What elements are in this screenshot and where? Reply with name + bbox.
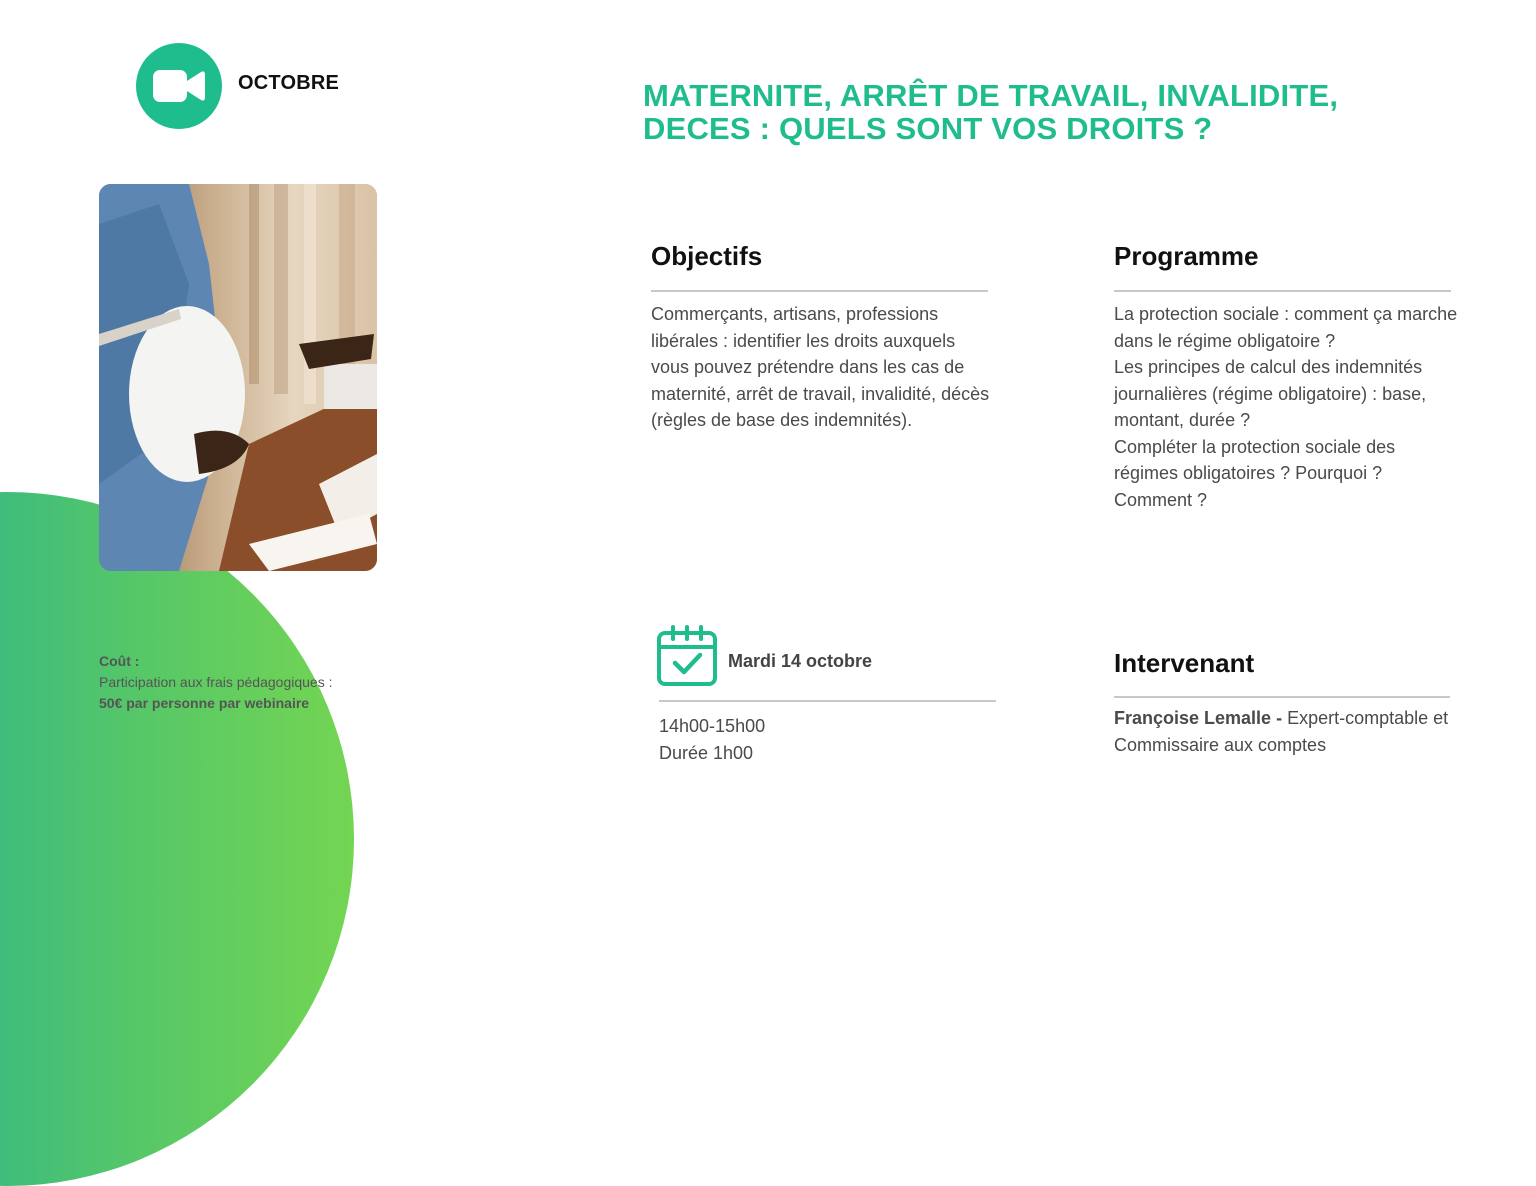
event-date: Mardi 14 octobre: [728, 651, 873, 671]
pregnant-woman-photo: [99, 184, 377, 571]
objectifs-heading: Objectifs: [651, 241, 763, 271]
date-details: [659, 713, 999, 766]
event-time: 14h00-15h00: [659, 716, 766, 736]
event-duration: Durée 1h00: [659, 742, 754, 763]
decorative-gradient-circle: [0, 492, 354, 1186]
page-title: [643, 79, 1463, 145]
intervenant-role: Expert-comptable et Commissaire aux comptes: [1114, 708, 1449, 755]
programme-divider: [1114, 290, 1451, 292]
intervenant-details: [1114, 705, 1459, 758]
intervenant-heading: Intervenant: [1114, 648, 1255, 678]
programme-list: [1114, 301, 1459, 513]
page-title-line-1: MATERNITE, ARRÊT DE TRAVAIL, INVALIDITE,: [643, 78, 1339, 113]
intervenant-name: Françoise Lemalle -: [1114, 708, 1283, 728]
objectifs-text: Commerçants, artisans, professions libérales : identifier les droits auxquels vous pouvez prétendre dans les cas de maternité, arrêt de travail, invalidité, décès (règles de base des indemnités).: [651, 304, 990, 430]
programme-item: Compléter la protection sociale des régimes obligatoires ? Pourquoi ? Comment ?: [1114, 436, 1396, 510]
programme-item: La protection sociale : comment ça marche dans le régime obligatoire ?: [1114, 304, 1458, 351]
cost-description: Participation aux frais pédagogiques :: [99, 674, 333, 690]
intervenant-divider: [1114, 696, 1450, 698]
month-label: OCTOBRE: [238, 72, 340, 94]
programme-item: Les principes de calcul des indemnités journalières (régime obligatoire) : base, montant, durée ?: [1114, 357, 1427, 430]
date-divider: [659, 700, 996, 702]
video-camera-icon: [151, 66, 207, 106]
event-photo: [99, 184, 377, 571]
cost-block: [99, 651, 332, 714]
cost-price: 50€ par personne par webinaire: [99, 695, 310, 711]
page-title-line-2: DECES : QUELS SONT VOS DROITS ?: [643, 111, 1213, 146]
cost-label: Coût :: [99, 653, 140, 669]
objectifs-divider: [651, 290, 988, 292]
calendar-check-icon: [656, 625, 718, 687]
video-badge: [136, 43, 222, 129]
programme-heading: Programme: [1114, 241, 1259, 271]
